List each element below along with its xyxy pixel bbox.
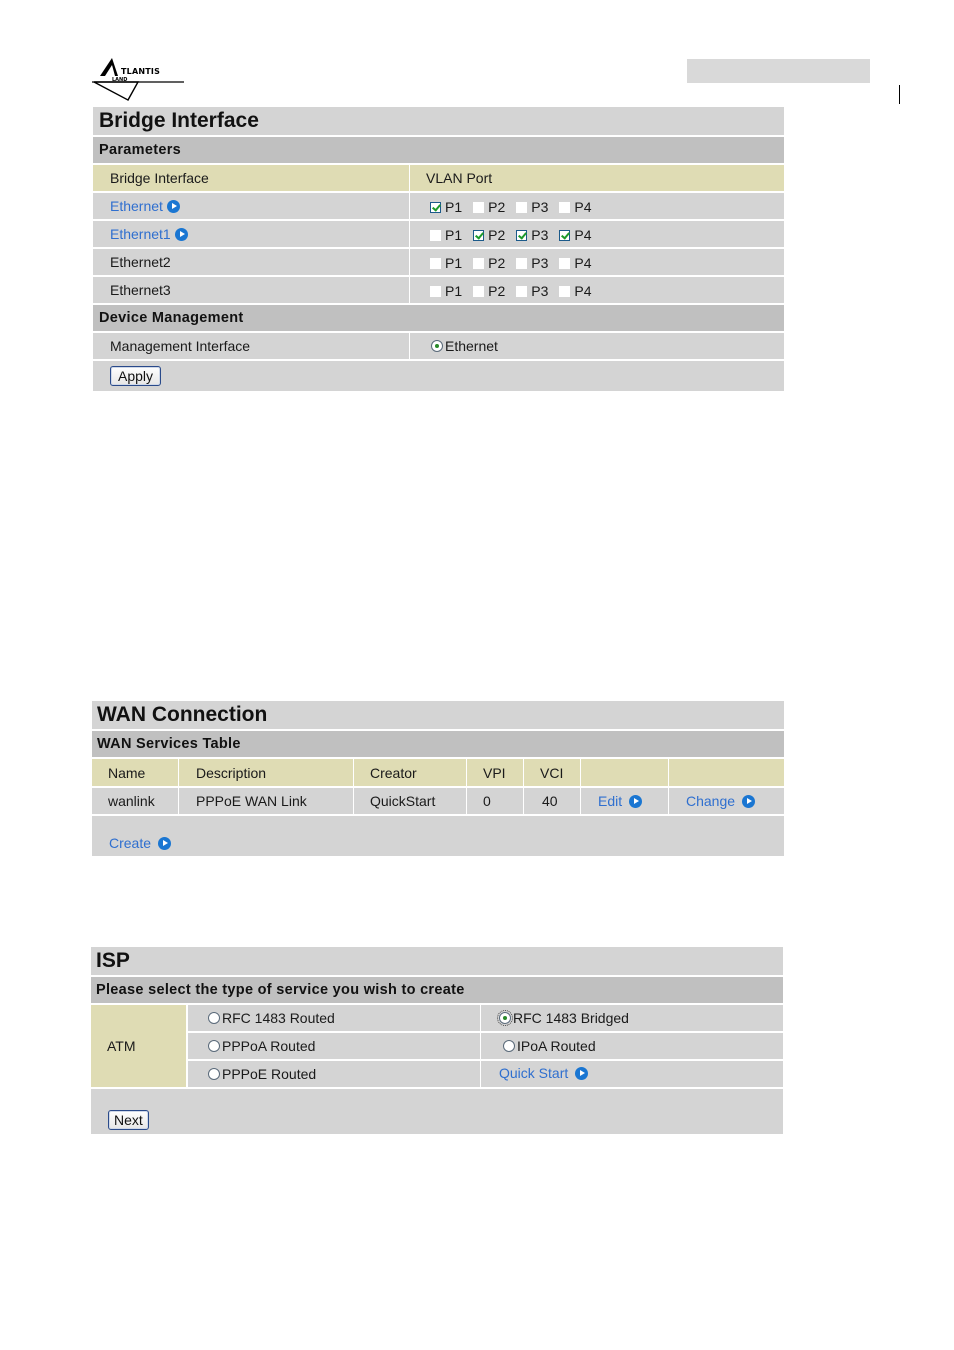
bridge-row-ethernet1: Ethernet1 P1 P2 P3 P4 bbox=[93, 221, 784, 247]
device-management-section bbox=[93, 305, 784, 331]
interface-name: Ethernet3 bbox=[110, 282, 171, 298]
header-bar bbox=[687, 59, 870, 83]
wan-title-row bbox=[92, 701, 784, 729]
column-header: VCI bbox=[540, 764, 564, 781]
page-title: ISP bbox=[96, 949, 130, 972]
apply-row bbox=[93, 361, 784, 391]
pppoa-routed-radio[interactable] bbox=[208, 1040, 220, 1052]
parameters-section bbox=[93, 137, 784, 163]
port-checkbox[interactable] bbox=[559, 258, 570, 269]
management-interface-row bbox=[93, 333, 784, 359]
wan-services-section bbox=[92, 731, 784, 757]
port-checkbox[interactable] bbox=[516, 286, 527, 297]
next-button[interactable]: Next bbox=[108, 1110, 149, 1130]
isp-title-row bbox=[91, 947, 783, 975]
port-checkbox[interactable] bbox=[559, 286, 570, 297]
port-checkbox[interactable] bbox=[516, 202, 527, 213]
edit-link[interactable]: Edit bbox=[598, 793, 642, 809]
port-checkbox[interactable] bbox=[473, 230, 484, 241]
create-link[interactable]: Create bbox=[109, 835, 171, 851]
change-link[interactable]: Change bbox=[686, 793, 755, 809]
radio-label: RFC 1483 Bridged bbox=[513, 1010, 629, 1026]
radio-label: Ethernet bbox=[445, 338, 498, 354]
port-checkbox[interactable] bbox=[430, 230, 441, 241]
group-label: ATM bbox=[107, 1038, 136, 1054]
page-margin-mark bbox=[899, 85, 900, 104]
section-title: Parameters bbox=[99, 142, 181, 158]
column-header: VLAN Port bbox=[426, 170, 493, 186]
port-checkbox[interactable] bbox=[430, 258, 441, 269]
page-title: Bridge Interface bbox=[99, 109, 259, 132]
create-row bbox=[92, 816, 784, 856]
radio-label: RFC 1483 Routed bbox=[222, 1010, 335, 1026]
column-header: Creator bbox=[370, 764, 417, 781]
arrow-right-icon bbox=[742, 795, 755, 808]
port-checkbox[interactable] bbox=[516, 258, 527, 269]
port-checkbox[interactable] bbox=[516, 230, 527, 241]
apply-button[interactable]: Apply bbox=[110, 366, 161, 386]
port-checkbox[interactable] bbox=[559, 202, 570, 213]
bridge-row-ethernet2: Ethernet2 P1 P2 P3 P4 bbox=[93, 249, 784, 275]
bridge-row-ethernet3: Ethernet3 P1 P2 P3 P4 bbox=[93, 277, 784, 303]
wan-header-row bbox=[92, 759, 784, 786]
arrow-right-icon bbox=[167, 200, 180, 213]
arrow-right-icon bbox=[158, 837, 171, 850]
isp-panel bbox=[91, 947, 783, 1134]
port-checkbox[interactable] bbox=[430, 286, 441, 297]
bridge-row-ethernet: Ethernet P1 P2 P3 P4 bbox=[93, 193, 784, 219]
rfc1483-bridged-radio[interactable] bbox=[499, 1012, 511, 1024]
bridge-header-row bbox=[93, 165, 784, 191]
radio-label: PPPoA Routed bbox=[222, 1038, 316, 1054]
wan-vci-cell: 40 bbox=[542, 793, 558, 809]
radio-label: IPoA Routed bbox=[517, 1038, 596, 1054]
port-checkbox[interactable] bbox=[559, 230, 570, 241]
page-title: WAN Connection bbox=[97, 703, 268, 726]
section-title: Please select the type of service you wish to create bbox=[96, 982, 465, 998]
ethernet1-link[interactable]: Ethernet1 bbox=[110, 226, 188, 242]
wan-connection-panel bbox=[92, 701, 784, 856]
isp-option-row-2 bbox=[188, 1033, 783, 1059]
arrow-right-icon bbox=[629, 795, 642, 808]
logo-text: TLANTIS bbox=[121, 67, 161, 76]
bridge-title-row bbox=[93, 107, 784, 135]
pppoe-routed-radio[interactable] bbox=[208, 1068, 220, 1080]
wan-vpi-cell: 0 bbox=[483, 793, 491, 809]
column-header: VPI bbox=[483, 764, 506, 781]
quick-start-link[interactable]: Quick Start bbox=[499, 1065, 588, 1081]
wan-description-cell: PPPoE WAN Link bbox=[196, 793, 307, 809]
section-title: WAN Services Table bbox=[97, 736, 241, 752]
atlantis-logo bbox=[88, 56, 188, 102]
arrow-right-icon bbox=[175, 228, 188, 241]
section-title: Device Management bbox=[99, 310, 244, 326]
column-header: Bridge Interface bbox=[110, 170, 209, 186]
wan-name-cell: wanlink bbox=[108, 793, 155, 809]
column-header: Name bbox=[108, 764, 146, 781]
table-row bbox=[92, 788, 784, 814]
isp-option-row-3 bbox=[188, 1061, 783, 1087]
arrow-right-icon bbox=[575, 1067, 588, 1080]
logo-subtext: LAND bbox=[112, 77, 128, 83]
field-label: Management Interface bbox=[110, 338, 251, 354]
ethernet-link[interactable]: Ethernet bbox=[110, 198, 180, 214]
port-checkbox[interactable] bbox=[473, 286, 484, 297]
radio-label: PPPoE Routed bbox=[222, 1066, 317, 1082]
rfc1483-routed-radio[interactable] bbox=[208, 1012, 220, 1024]
service-type-section bbox=[91, 977, 783, 1003]
port-checkbox[interactable] bbox=[473, 202, 484, 213]
wan-creator-cell: QuickStart bbox=[370, 793, 436, 809]
bridge-interface-panel bbox=[93, 107, 784, 391]
isp-option-row-1 bbox=[188, 1005, 783, 1031]
management-interface-radio[interactable] bbox=[431, 340, 443, 352]
atm-group-cell bbox=[91, 1005, 186, 1087]
port-checkbox[interactable] bbox=[473, 258, 484, 269]
port-checkbox[interactable] bbox=[430, 202, 441, 213]
ipoa-routed-radio[interactable] bbox=[503, 1040, 515, 1052]
next-row bbox=[91, 1089, 783, 1134]
column-header: Description bbox=[196, 764, 267, 781]
interface-name: Ethernet2 bbox=[110, 254, 171, 270]
